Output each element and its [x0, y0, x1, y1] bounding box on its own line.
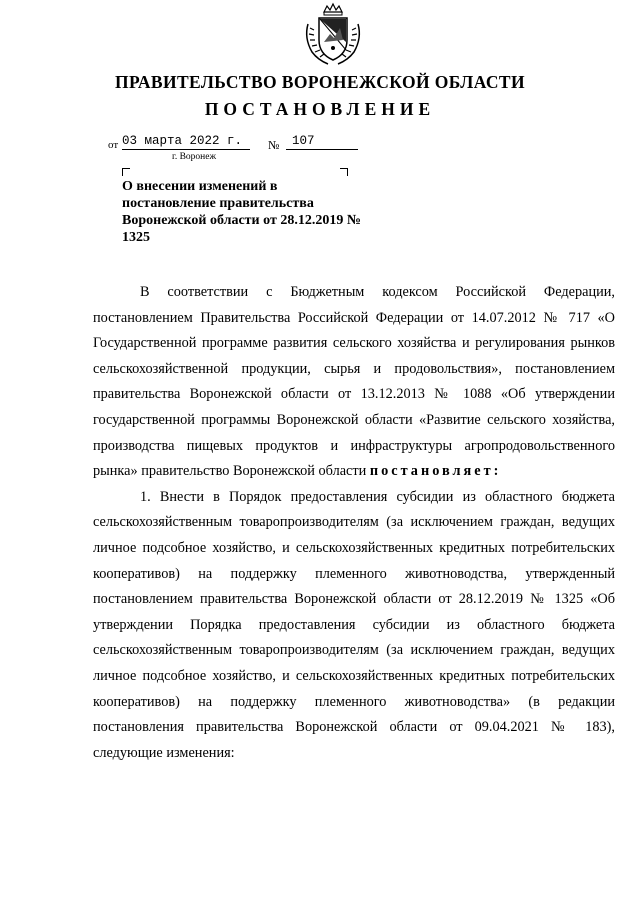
number-sign: № [268, 138, 280, 152]
date-number-row [108, 134, 368, 154]
document-number: 107 [286, 134, 358, 150]
city-label: г. Воронеж [172, 152, 217, 162]
coat-of-arms-emblem [300, 2, 366, 68]
resolves-word: постановляет: [369, 463, 502, 480]
corner-mark-right [340, 168, 348, 176]
document-subject: О внесении изменений в постановление правительства Воронежской области от 28.12.2019 № 1325 [122, 179, 361, 245]
corner-mark-left [122, 168, 130, 176]
document-type: ПОСТАНОВЛЕНИЕ [204, 99, 436, 119]
document-date: 03 марта 2022 г. [122, 134, 250, 150]
document-body [93, 280, 615, 766]
government-title: ПРАВИТЕЛЬСТВО ВОРОНЕЖСКОЙ ОБЛАСТИ [114, 72, 526, 92]
preamble-text: В соответствии с Бюджетным кодексом Российской Федерации, постановлением Правительства Российской Федерации от 14.07.2012 № 717 «О Государственной программе развития сельского хозяйства и регулирования рынков сельскохозяйственной продукции, сырья и продовольствия», постановлением правительства Воронежской области от 13.12.2013 № 1088 «Об утверждении государственной программы Воронежской области «Развитие сельского хозяйства, производства пищевых продуктов и инфраструктуры агропродовольственного рынка» правительство Воронежской области [93, 284, 615, 480]
preamble-paragraph [93, 280, 615, 485]
date-prefix: от [108, 139, 119, 151]
clause-1-paragraph: 1. Внести в Порядок предоставления субсидии из областного бюджета сельскохозяйственным товаропроизводителям (за исключением граждан, ведущих личное подсобное хозяйство, и сельскохозяйственных кредитных потребительских кооперативов) на поддержку племенного животноводства, утвержденный постановлением правительства Воронежской области от 28.12.2019 № 1325 «Об утверждении Порядка предоставления субсидии из областного бюджета сельскохозяйственным товаропроизводителям (за исключением граждан, ведущих личное подсобное хозяйство, и сельскохозяйственных кредитных потребительских кооперативов) на поддержку племенного животноводства» (в редакции постановления правительства Воронежской области от 09.04.2021 № 183), следующие изменения: [93, 488, 615, 761]
